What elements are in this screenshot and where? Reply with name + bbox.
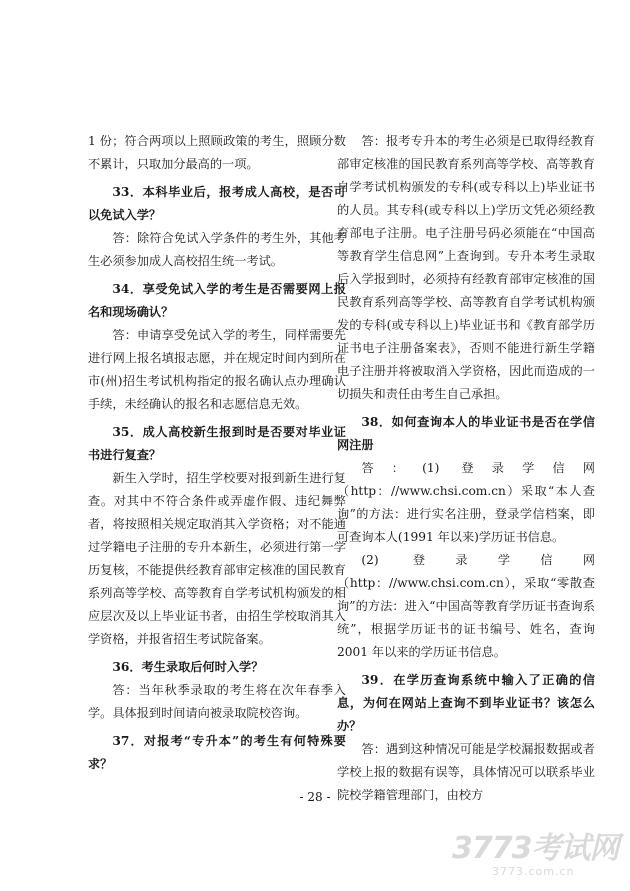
question-34: 34．享受免试入学的考生是否需要网上报名和现场确认？ — [88, 282, 346, 319]
answer-39: 答：遇到这种情况可能是学校漏报数据或者学校上报的数据有误等，具体情况可以联系毕业院校学籍管理部门，由校方 — [337, 742, 595, 802]
question-35: 35．成人高校新生报到时是否要对毕业证书进行复查？ — [88, 425, 346, 462]
answer-37: 答：报考专升本的考生必须是已取得经教育部审定核准的国民教育系列高等学校、高等教育自学考试机构颁发的专科(或专科以上)毕业证书的人员。其专科(或专科以上)学历文凭必须经教育部电子注册。电子注册号码必须能在“中国高等教育学生信息网”上查询到。专升本考生录取后入学报到时，必须持有经教育部审定核准的国民教育系列高等学校、高等教育自学考试机构颁发的专科(或专科以上)毕业证书和《教育部学历证书电子注册备案表》，否则不能进行新生学籍电子注册并将被取消入学资格，因此而造成的一切损失和责任由考生自己承担。 — [337, 134, 595, 401]
watermark — [452, 833, 622, 878]
answer-38-part-2: (2) 登录学信网（http：//www.chsi.com.cn），采取“零散查询”的方法：进入“中国高等教育学历证书查询系统”，根据学历证书的证书编号、姓名，查询 2001 年以来的学历证书信息。 — [337, 553, 595, 659]
watermark-url: 3773.com.cn — [492, 865, 575, 878]
right-column — [337, 130, 595, 807]
question-33: 33．本科毕业后，报考成人高校，是否可以免试入学？ — [88, 185, 346, 222]
paragraph-continuation: 1 份；符合两项以上照顾政策的考生，照顾分数不累计，只取加分最高的一项。 — [88, 134, 346, 171]
watermark-logo: 3773考试网 — [452, 831, 619, 866]
answer-36: 答：当年秋季录取的考生将在次年春季入学。具体报到时间请向被录取院校咨询。 — [88, 683, 346, 720]
page-number: - 28 - — [299, 790, 331, 804]
answer-38-part-1: 答：(1) 登录学信网（http：//www.chsi.com.cn）采取“本人查询”的方法：进行实名注册，登录学信档案，即可查询本人(1991 年以来)学历证书信息。 — [337, 461, 595, 544]
answer-35: 新生入学时，招生学校要对报到新生进行复查。对其中不符合条件或弄虚作假、违纪舞弊者，将按照相关规定取消其入学资格；对不能通过学籍电子注册的专升本新生，必须进行第一学历复核，不能提供经教育部审定核准的国民教育系列高等学校、高等教育自学考试机构颁发的相应层次及以上毕业证书者，由招生学校取消其入学资格，并报省招生考试院备案。 — [88, 471, 346, 646]
question-38: 38．如何查询本人的毕业证书是否在学信网注册 — [337, 415, 595, 452]
answer-34: 答：申请享受免试入学的考生，同样需要先进行网上报名填报志愿，并在规定时间内到所在市(州)招生考试机构指定的报名确认点办理确认手续，未经确认的报名和志愿信息无效。 — [88, 328, 346, 411]
question-39: 39．在学历查询系统中输入了正确的信息，为何在网站上查询不到毕业证书？该怎么办？ — [337, 673, 595, 733]
question-36: 36．考生录取后何时入学？ — [112, 660, 264, 674]
question-37: 37．对报考“专升本”的考生有何特殊要求？ — [88, 734, 346, 771]
answer-33: 答：除符合免试入学条件的考生外，其他考生必须参加成人高校招生统一考试。 — [88, 231, 346, 268]
left-column — [88, 130, 346, 776]
